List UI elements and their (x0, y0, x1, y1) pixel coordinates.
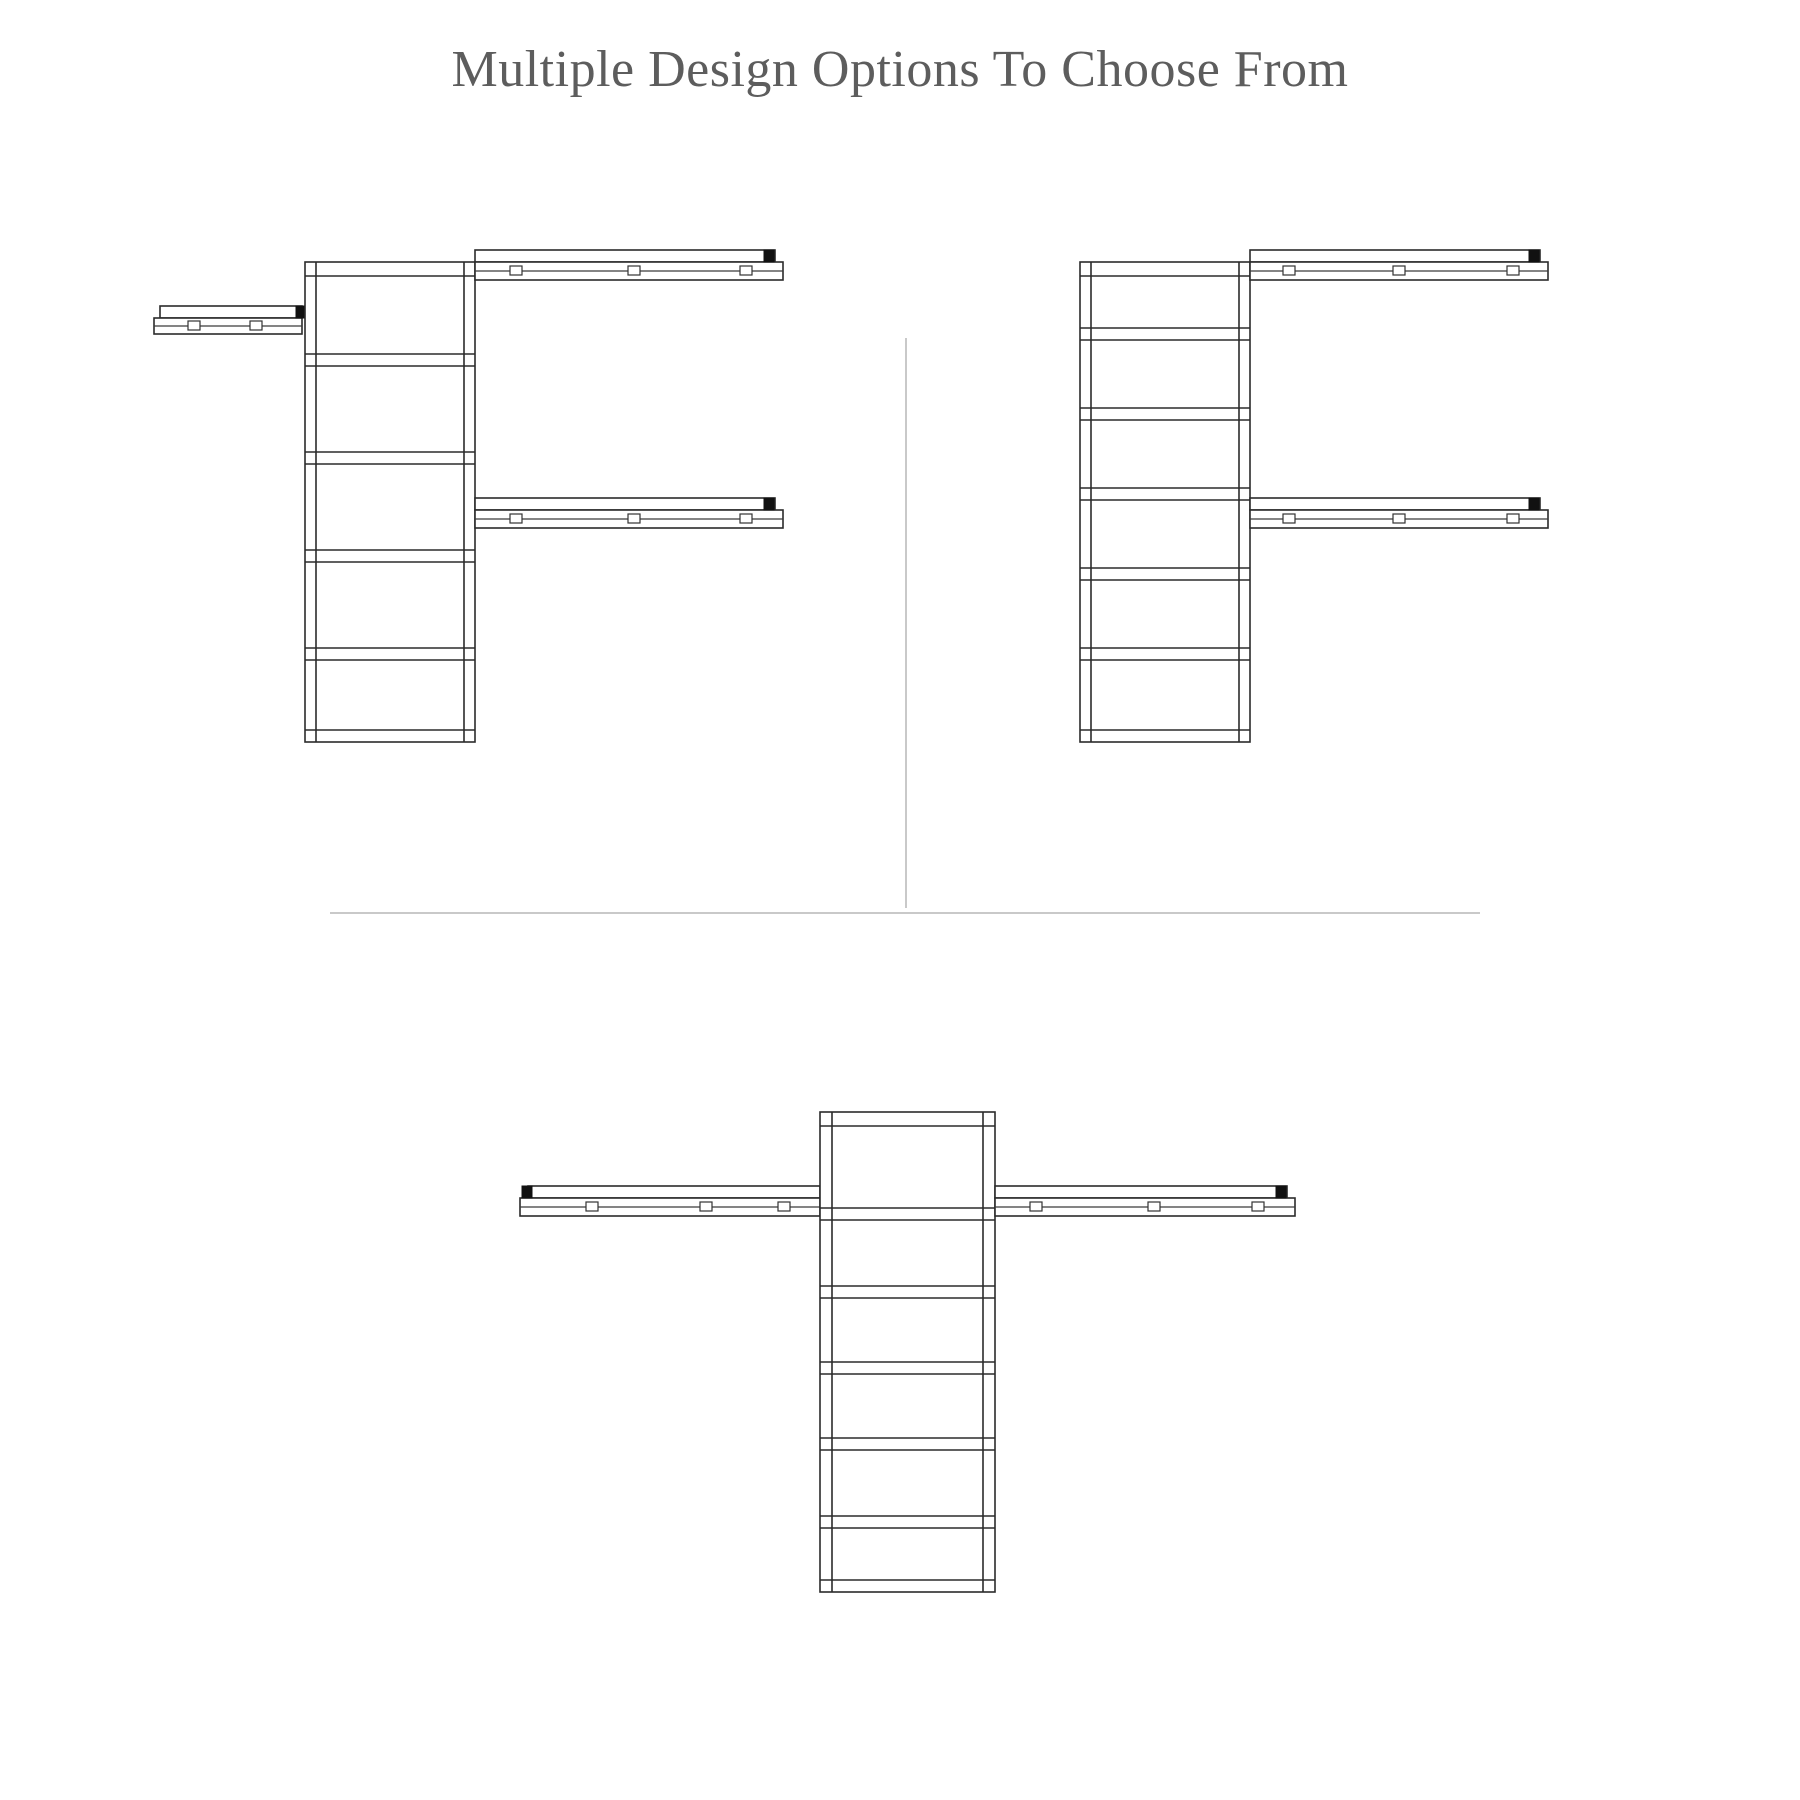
design-option-1[interactable] (150, 250, 850, 760)
tower-frame (1080, 262, 1250, 742)
design-option-2[interactable] (1075, 250, 1575, 760)
vertical-divider (905, 338, 907, 908)
horizontal-divider (330, 912, 1480, 914)
right-middle-rod (1250, 498, 1548, 528)
left-upper-rod (154, 306, 304, 334)
right-rod (995, 1186, 1295, 1216)
right-top-rod (475, 250, 783, 280)
tower-frame (820, 1112, 995, 1592)
right-middle-rod (475, 498, 783, 528)
design-option-3[interactable] (510, 1100, 1330, 1610)
left-rod (520, 1186, 820, 1216)
tower-frame (305, 262, 475, 742)
right-top-rod (1250, 250, 1548, 280)
page-title: Multiple Design Options To Choose From (451, 41, 1349, 98)
